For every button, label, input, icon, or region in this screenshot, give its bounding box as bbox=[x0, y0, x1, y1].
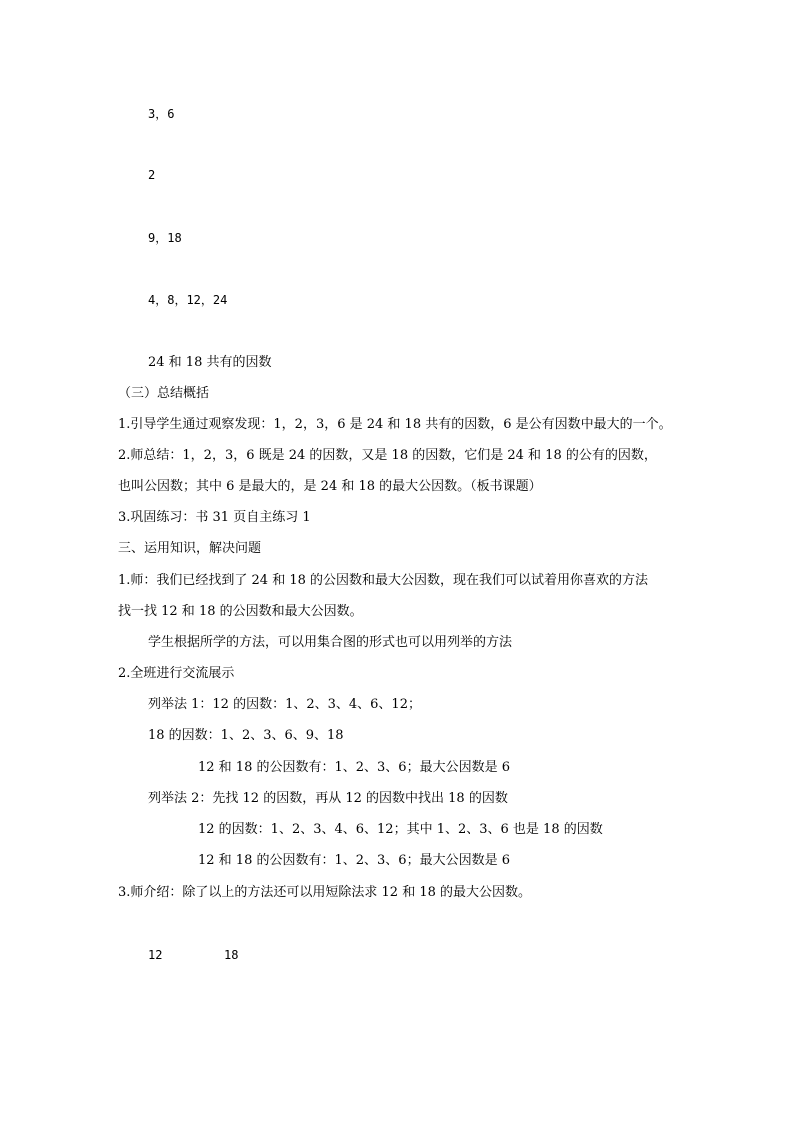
venn-caption: 24 和 18 共有的因数 bbox=[148, 355, 272, 370]
method-2-line-c: 12 和 18 的公因数有：1、2、3、6；最大公因数是 6 bbox=[198, 853, 510, 868]
summary-item-2-line-1: 2.师总结：1，2，3，6 既是 24 的因数，又是 18 的因数，它们是 24 和 18 的公有的因数， bbox=[118, 448, 657, 463]
apply-item-3: 3.师介绍：除了以上的方法还可以用短除法求 12 和 18 的最大公因数。 bbox=[118, 885, 532, 900]
summary-item-3: 3.巩固练习：书 31 页自主练习 1 bbox=[118, 510, 311, 525]
short-division-left: 12 bbox=[148, 948, 163, 962]
venn-label-common: 3，6 bbox=[148, 107, 175, 121]
summary-heading: （三）总结概括 bbox=[118, 386, 210, 401]
apply-heading: 三、运用知识，解决问题 bbox=[118, 541, 262, 556]
method-2-line-b: 12 的因数：1、2、3、4、6、12；其中 1、2、3、6 也是 18 的因数 bbox=[198, 822, 603, 837]
venn-label-24-only: 4，8，12，24 bbox=[148, 293, 228, 307]
apply-item-2: 2.全班进行交流展示 bbox=[118, 666, 235, 681]
method-1-line-b: 18 的因数：1、2、3、6、9、18 bbox=[148, 728, 344, 743]
venn-label-18-only-b: 9，18 bbox=[148, 231, 182, 245]
apply-item-1-note: 学生根据所学的方法，可以用集合图的形式也可以用列举的方法 bbox=[148, 635, 513, 650]
method-2-line-a: 列举法 2：先找 12 的因数，再从 12 的因数中找出 18 的因数 bbox=[148, 791, 508, 806]
summary-item-1: 1.引导学生通过观察发现：1，2，3，6 是 24 和 18 共有的因数，6 是公有因数中最大的一个。 bbox=[118, 417, 672, 432]
summary-item-2-line-2: 也叫公因数；其中 6 是最大的，是 24 和 18 的最大公因数。（板书课题） bbox=[118, 479, 542, 494]
apply-item-1-line-1: 1.师：我们已经找到了 24 和 18 的公因数和最大公因数，现在我们可以试着用你喜欢的方法 bbox=[118, 573, 649, 588]
method-1-line-c: 12 和 18 的公因数有：1、2、3、6；最大公因数是 6 bbox=[198, 760, 510, 775]
apply-item-1-line-2: 找一找 12 和 18 的公因数和最大公因数。 bbox=[118, 604, 363, 619]
venn-label-18-only-a: 2 bbox=[148, 168, 156, 182]
short-division-right: 18 bbox=[224, 948, 239, 962]
method-1-line-a: 列举法 1：12 的因数：1、2、3、4、6、12； bbox=[148, 697, 421, 712]
